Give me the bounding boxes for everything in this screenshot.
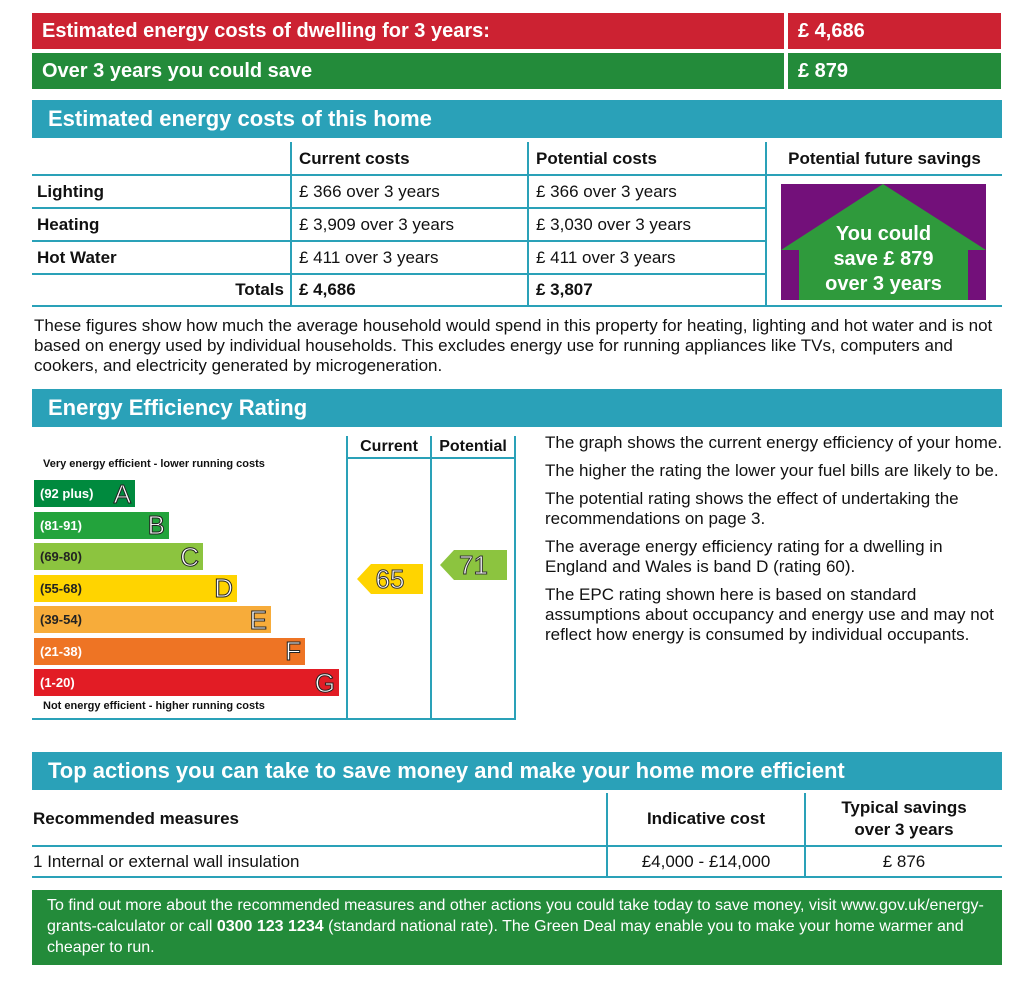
rating-band-letter: E	[249, 604, 267, 635]
potential-cost-lighting: £ 366 over 3 years	[536, 181, 677, 201]
typical-savings-header-line: Typical savings	[841, 798, 967, 817]
estimated-cost-value-box	[788, 13, 1001, 49]
current-cost-hot-water: £ 411 over 3 years	[299, 247, 439, 267]
rating-band-range: (55-68)	[40, 580, 82, 596]
rating-explanation	[545, 433, 1005, 645]
savings-line-3: over 3 years	[825, 273, 942, 295]
very-efficient-label: Very energy efficient - lower running costs	[43, 458, 265, 470]
current-rating-value: 65	[375, 563, 405, 594]
row-label-hot-water: Hot Water	[37, 247, 117, 267]
rating-band-letter: C	[180, 541, 199, 572]
costs-note: These figures show how much the average household would spend in this property for heating, lighting and hot water and is not based on energy used by individual households. This excludes energy use for running appliances like TVs, computers and cookers, and electricity generated by microgeneration.	[34, 316, 993, 375]
current-column-header: Current	[360, 437, 418, 455]
save-value: £ 879	[798, 59, 849, 82]
costs-section-title: Estimated energy costs of this home	[48, 106, 432, 131]
rating-chart-line	[430, 436, 432, 720]
totals-label: Totals	[235, 280, 284, 299]
rating-band-range: (1-20)	[40, 675, 75, 690]
footer-text-2: (standard national rate). The Green Deal may enable you to make your home warmer and cheaper to run.	[47, 918, 964, 956]
action-savings: £ 876	[882, 851, 926, 871]
rating-band-range: (92 plus)	[40, 486, 94, 501]
save-label: Over 3 years you could save	[42, 59, 313, 82]
potential-column-header: Potential	[439, 437, 507, 455]
rating-paragraph: The average energy efficiency rating for a dwelling in England and Wales is band D (rating 60).	[545, 537, 943, 576]
costs-section-header	[32, 100, 1002, 138]
rating-band-g	[34, 669, 339, 696]
rating-band-letter: F	[285, 636, 301, 666]
costs-table-divider	[527, 142, 529, 306]
rating-chart-line	[32, 718, 516, 720]
rating-band-c	[34, 543, 203, 570]
rating-band-f	[34, 638, 305, 665]
totals-current: £ 4,686	[299, 280, 356, 299]
rating-section-header	[32, 389, 1002, 427]
future-savings-header: Potential future savings	[788, 149, 981, 168]
costs-table-line	[32, 305, 1002, 307]
rating-band-letter: G	[314, 667, 335, 698]
estimated-cost-value: £ 4,686	[798, 19, 865, 42]
actions-footer	[32, 890, 1002, 965]
save-value-box	[788, 53, 1001, 89]
potential-rating-value: 71	[459, 549, 488, 580]
indicative-cost-header: Indicative cost	[646, 809, 766, 828]
costs-table-line	[767, 174, 1002, 176]
rating-paragraph: The potential rating shows the effect of undertaking the recommendations on page 3.	[545, 489, 959, 528]
rating-paragraph: The higher the rating the lower your fuel bills are likely to be.	[545, 461, 999, 480]
action-row	[33, 847, 300, 876]
rating-paragraph: The graph shows the current energy efficiency of your home.	[545, 433, 1003, 452]
typical-savings-header-line: over 3 years	[854, 820, 954, 839]
rating-section-title: Energy Efficiency Rating	[48, 395, 308, 420]
savings-line-2: save £ 879	[833, 248, 934, 270]
action-measure: Internal or external wall insulation	[47, 851, 300, 871]
rating-band-range: (69-80)	[40, 549, 82, 564]
estimated-cost-bar	[32, 13, 784, 49]
rating-band-letter: D	[214, 573, 233, 603]
current-costs-header: Current costs	[299, 149, 410, 168]
rating-band-letter: A	[113, 478, 131, 509]
rating-chart-line	[346, 436, 348, 720]
row-label-heating: Heating	[37, 214, 100, 234]
rating-band-e	[34, 606, 271, 633]
potential-rating-arrow	[440, 550, 507, 580]
rating-chart-line	[346, 457, 516, 459]
rating-band-d	[34, 575, 237, 602]
measures-header: Recommended measures	[33, 809, 239, 828]
actions-table-line	[32, 876, 1002, 878]
action-number: 1	[33, 851, 43, 871]
current-rating-arrow	[357, 564, 423, 594]
current-cost-lighting: £ 366 over 3 years	[299, 181, 440, 201]
footer-phone: 0300 123 1234	[216, 918, 324, 935]
actions-section-title: Top actions you can take to save money and make your home more efficient	[48, 758, 845, 783]
rating-band-letter: B	[147, 510, 165, 540]
totals-potential: £ 3,807	[536, 280, 593, 299]
rating-band-range: (21-38)	[40, 643, 82, 659]
rating-chart-line	[514, 436, 516, 720]
estimated-cost-label: Estimated energy costs of dwelling for 3 years:	[42, 19, 490, 42]
rating-band-a	[34, 480, 135, 507]
rating-paragraph: The EPC rating shown here is based on standard assumptions about occupancy and energy use and may not reflect how energy is consumed by individual occupants.	[545, 585, 994, 644]
action-cost: £4,000 - £14,000	[641, 851, 771, 871]
current-cost-heating: £ 3,909 over 3 years	[299, 214, 454, 234]
savings-box-text	[781, 222, 986, 297]
potential-cost-heating: £ 3,030 over 3 years	[536, 214, 691, 234]
not-efficient-label: Not energy efficient - higher running costs	[43, 700, 265, 712]
save-bar	[32, 53, 784, 89]
costs-table-divider	[290, 142, 292, 306]
typical-savings-header	[806, 797, 1002, 841]
potential-costs-header: Potential costs	[536, 149, 657, 168]
actions-section-header	[32, 752, 1002, 790]
rating-band-b	[34, 512, 169, 539]
savings-line-1: You could	[835, 223, 932, 245]
rating-band-range: (39-54)	[40, 612, 82, 627]
rating-band-range: (81-91)	[40, 517, 82, 533]
footer-text-1: To find out more about the recommended measures and other actions you could take today to save money, visit www.gov.uk/energy-grants-calculator or call	[47, 897, 984, 935]
row-label-lighting: Lighting	[37, 181, 105, 201]
potential-cost-hot-water: £ 411 over 3 years	[536, 247, 676, 267]
